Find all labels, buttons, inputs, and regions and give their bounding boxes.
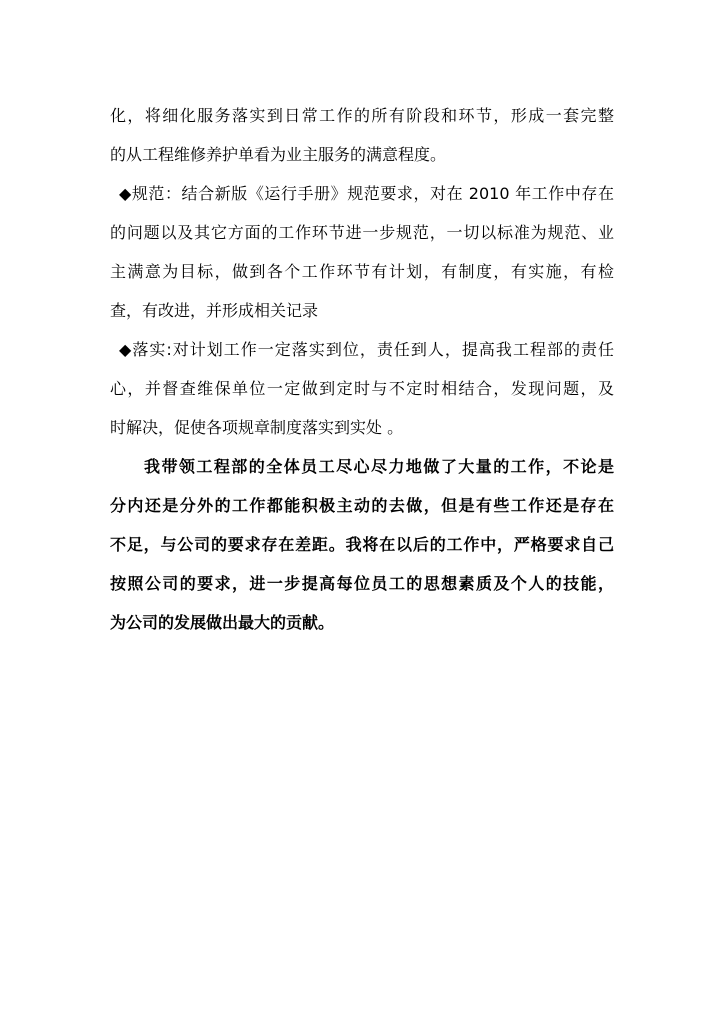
text-line: 查，有改进，并形成相关记录 xyxy=(110,301,319,320)
bullet-line: ◆规范：结合新版《运行手册》规范要求，对在 2010 年工作中存在 xyxy=(119,184,614,203)
text-line: 为公司的发展做出最大的贡献。 xyxy=(110,613,335,632)
text-line: 分内还是分外的工作都能积极主动的去做，但是有些工作还是存在 xyxy=(110,496,614,515)
summary-paragraph xyxy=(110,447,614,642)
text-line: 化，将细化服务落实到日常工作的所有阶段和环节，形成一套完整 xyxy=(110,106,614,125)
text-line: 按照公司的要求，进一步提高每位员工的思想素质及个人的技能， xyxy=(110,574,614,593)
bullet-implementation xyxy=(110,330,614,447)
text-line: 的问题以及其它方面的工作环节进一步规范，一切以标准为规范、业 xyxy=(110,223,614,242)
text-line: 时解决，促使各项规章制度落实到实处 。 xyxy=(110,418,404,437)
document-page xyxy=(110,96,614,642)
text-line: 的从工程维修养护单看为业主服务的满意程度。 xyxy=(110,145,447,164)
text-line: 心，并督查维保单位一定做到定时与不定时相结合，发现问题，及 xyxy=(110,379,614,398)
text-line: 主满意为目标，做到各个工作环节有计划，有制度，有实施，有检 xyxy=(110,262,614,281)
paragraph-service-refinement xyxy=(110,96,614,174)
bullet-standardization xyxy=(110,174,614,330)
text-line: 我带领工程部的全体员工尽心尽力地做了大量的工作，不论是 xyxy=(144,457,614,476)
bullet-line: ◆落实:对计划工作一定落实到位，责任到人，提高我工程部的责任 xyxy=(119,340,614,359)
text-line: 不足，与公司的要求存在差距。我将在以后的工作中，严格要求自己 xyxy=(110,535,614,554)
